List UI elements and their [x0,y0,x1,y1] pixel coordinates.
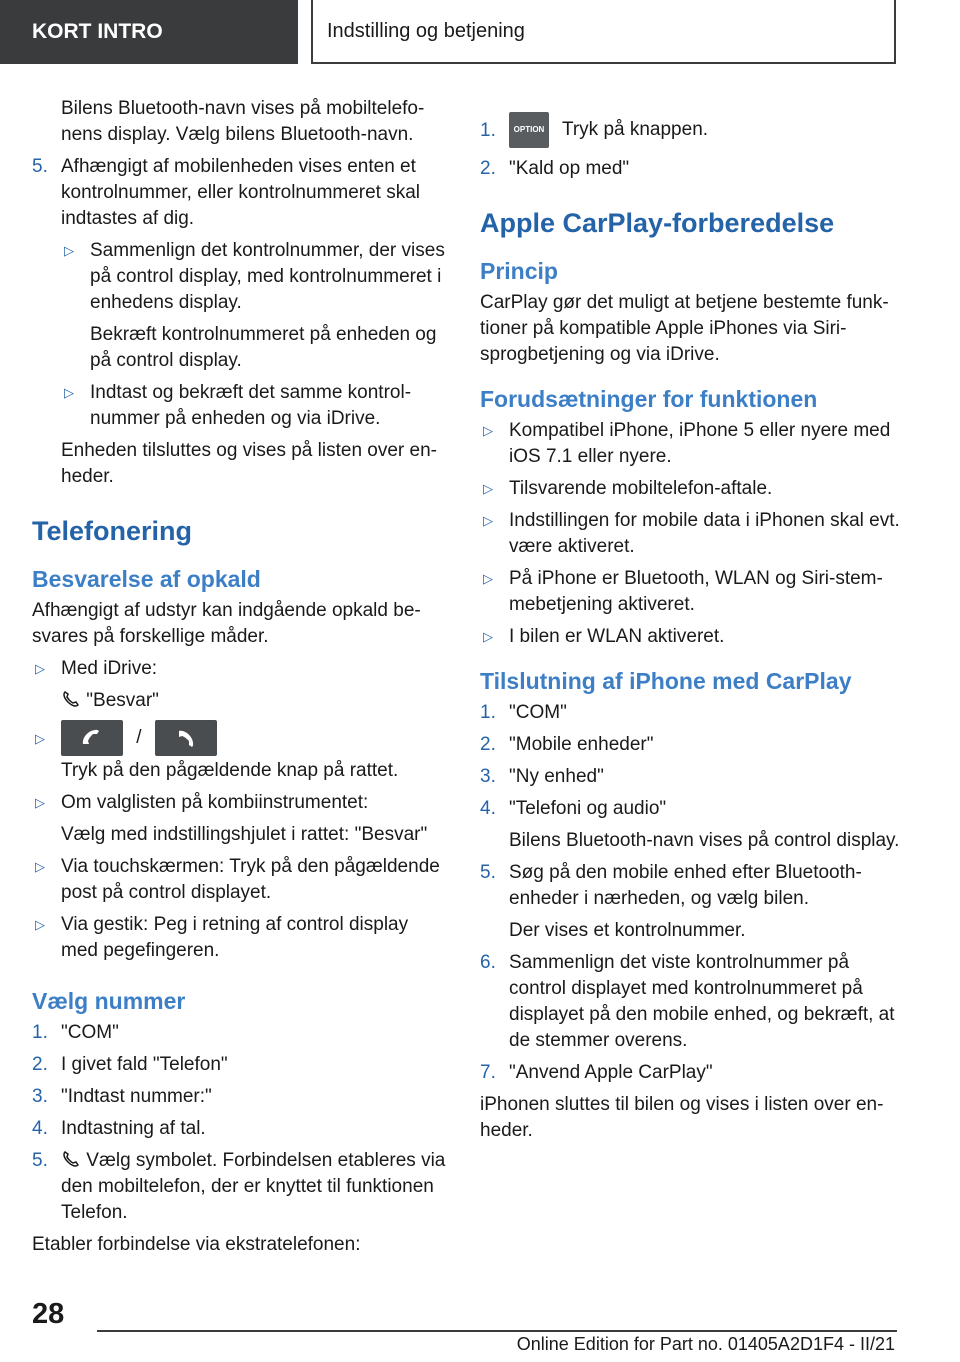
section-tab: KORT INTRO [0,0,298,64]
list-item-text: "Indtast nummer:" [61,1086,212,1107]
bullet-subtext [32,688,447,714]
triangle-bullet-icon: ▷ [35,795,45,810]
list-item [32,1116,447,1142]
bullet-subtext: Tryk på den pågældende knap på rattet. [61,760,399,781]
list-item [32,1084,447,1110]
triangle-bullet-icon: ▷ [483,481,493,496]
list-item [32,154,447,232]
list-item-text: Søg på den mobile enhed efter Bluetooth-enheder i nærheden, og vælg bilen. [509,862,862,909]
list-number: 1. [480,702,496,723]
heading-telefonering: Telefonering [32,516,193,546]
list-number: 2. [480,158,496,179]
list-item-text: "Mobile enheder" [509,734,654,755]
list-item [480,156,900,182]
triangle-bullet-icon: ▷ [35,859,45,874]
bullet-item [32,656,447,682]
list-item-text: "Anvend Apple CarPlay" [509,1062,713,1083]
list-item-text: "Kald op med" [509,158,630,179]
list-item [480,796,900,822]
triangle-bullet-icon: ▷ [35,917,45,932]
list-item [480,1060,900,1086]
list-item-text: Indtastning af tal. [61,1118,206,1139]
triangle-bullet-icon: ▷ [64,385,74,400]
list-item [480,112,900,148]
chapter-title: Indstilling og betjening [311,0,896,64]
list-number: 3. [32,1086,48,1107]
triangle-bullet-icon: ▷ [483,571,493,586]
list-number: 1. [480,120,496,141]
bullet-text: Tilsvarende mobiltelefon-aftale. [509,478,773,499]
bullet-item [480,418,900,470]
bullet-text: Kompatibel iPhone, iPhone 5 eller nyere med iOS 7.1 eller nyere. [509,420,891,467]
accept-call-button-image [61,720,123,756]
list-item [480,700,900,726]
footer-rule [97,1330,897,1332]
list-number: 2. [32,1054,48,1075]
right-column [480,112,900,1150]
list-item-text: "COM" [509,702,567,723]
triangle-bullet-icon: ▷ [35,661,45,676]
bullet-item [32,912,447,964]
list-number: 2. [480,734,496,755]
phone-icon [61,1149,81,1169]
bullet-text: Indstillingen for mobile data i iPhonen skal evt. være aktiveret. [509,510,900,557]
page-number: 28 [32,1298,65,1330]
list-item [480,950,900,1054]
bullet-item [480,476,900,502]
list-subtext: Bilens Bluetooth-navn vises på control display. [509,830,900,851]
heading-besvarelse: Besvarelse af opkald [32,566,261,592]
list-number: 7. [480,1062,496,1083]
option-button-image: OPTION [509,112,549,148]
bullet-text: Via gestik: Peg i retning af control display med pegefingeren. [61,914,409,961]
list-item [480,764,900,790]
list-item-text: Vælg symbolet. Forbindelsen etableres via den mobiltelefon, der er knyttet til funktionen Telefon. [61,1150,446,1223]
list-item-text: "COM" [61,1022,119,1043]
answer-label: "Besvar" [86,690,159,711]
bullet-item [32,790,447,816]
bullet-text: På iPhone er Bluetooth, WLAN og Siri-stemmebetjening aktiveret. [509,568,883,615]
heading-carplay: Apple CarPlay-forberedelse [480,208,835,238]
list-item [480,732,900,758]
list-item-text: Afhængigt af mobilenheden vises enten et kontrolnummer, eller kontrolnummeret skal indtastes af dig. [61,156,421,229]
triangle-bullet-icon: ▷ [35,731,45,746]
bullet-subtext: Bekræft kontrolnummeret på enheden og på control display. [90,324,437,371]
triangle-bullet-icon: ▷ [483,513,493,528]
paragraph: iPhonen sluttes til bilen og vises i listen over enheder. [480,1094,884,1141]
triangle-bullet-icon: ▷ [64,243,74,258]
bullet-item [61,238,447,316]
edition-note: Online Edition for Part no. 01405A2D1F4 - II/21 [516,1334,895,1354]
list-number: 4. [480,798,496,819]
list-item [32,1020,447,1046]
list-number: 3. [480,766,496,787]
bullet-subtext: Vælg med indstillingshjulet i rattet: "Besvar" [61,824,428,845]
heading-tilslutning: Tilslutning af iPhone med CarPlay [480,668,852,694]
paragraph: Bilens Bluetooth-navn vises på mobiltelefonens display. Vælg bilens Bluetooth-navn. [61,98,425,145]
list-item-text: Sammenlign det viste kontrolnummer på control displayet med kontrolnummeret på displayet på den mobile enhed, og bekræft, at de stemmer overens. [509,952,895,1051]
triangle-bullet-icon: ▷ [483,629,493,644]
list-number: 5. [32,1150,48,1171]
bullet-text: I bilen er WLAN aktiveret. [509,626,725,647]
end-call-button-image [155,720,217,756]
bullet-text: Indtast og bekræft det samme kontrolnummer på enheden og via iDrive. [90,382,412,429]
bullet-text: Via touchskærmen: Tryk på den pågældende post på control displayet. [61,856,440,903]
bullet-item [32,720,447,756]
paragraph: Afhængigt af udstyr kan indgående opkald besvares på forskellige måder. [32,600,421,647]
left-column [32,96,447,1264]
list-item [32,1052,447,1078]
bullet-text: Om valglisten på kombiinstrumentet: [61,792,369,813]
paragraph: CarPlay gør det muligt at betjene bestemte funktioner på kompatible Apple iPhones via Siri-sprogbetjening og via iDrive. [480,292,889,365]
list-number: 1. [32,1022,48,1043]
bullet-text: Sammenlign det kontrolnummer, der vises på control display, med kontrolnummeret i enhedens display. [90,240,445,313]
list-item-text: I givet fald "Telefon" [61,1054,228,1075]
separator: / [136,727,142,749]
list-subtext: Der vises et kontrolnummer. [509,920,746,941]
bullet-item [61,380,447,432]
bullet-text: Med iDrive: [61,658,158,679]
list-number: 5. [32,156,48,177]
list-item-text: "Ny enhed" [509,766,604,787]
heading-vaelg-nummer: Vælg nummer [32,988,186,1014]
triangle-bullet-icon: ▷ [483,423,493,438]
list-number: 5. [480,862,496,883]
heading-princip: Princip [480,258,558,284]
list-number: 6. [480,952,496,973]
list-item [480,860,900,912]
page-header [0,0,960,66]
paragraph: Etabler forbindelse via ekstratelefonen: [32,1234,361,1255]
bullet-item [32,854,447,906]
bullet-item [480,624,900,650]
bullet-item [480,508,900,560]
bullet-item [480,566,900,618]
list-item [32,1148,447,1226]
list-number: 4. [32,1118,48,1139]
list-item-text: Tryk på knappen. [561,119,709,141]
phone-icon [61,689,81,709]
list-item-text: "Telefoni og audio" [509,798,667,819]
heading-forudsaetninger: Forudsætninger for funktionen [480,386,818,412]
paragraph: Enheden tilsluttes og vises på listen over enheder. [61,440,437,487]
